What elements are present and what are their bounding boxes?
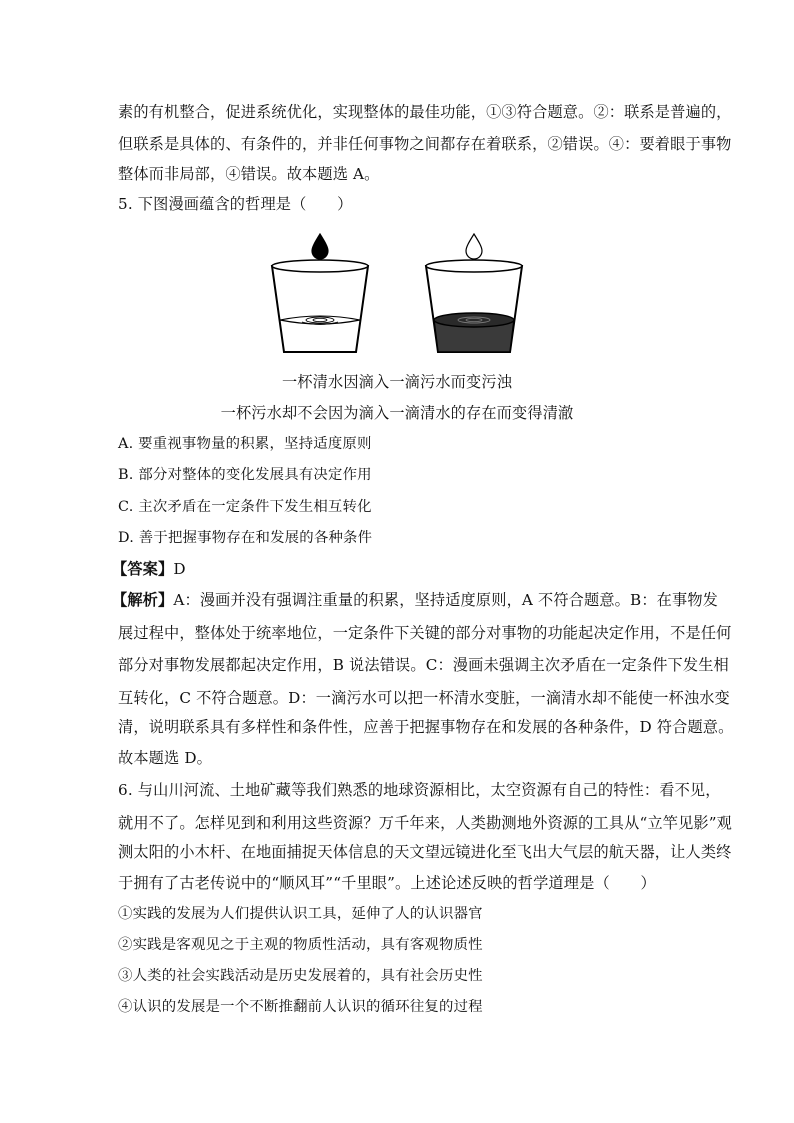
answer-line	[112, 559, 186, 579]
question-6-stem-3: 测太阳的小木杆、在地面捕捉天体信息的天文望远镜进化至飞出大气层的航天器，让人类终	[118, 843, 732, 861]
analysis-line-3: 部分对事物发展都起决定作用，B 说法错误。C：漫画未强调主次矛盾在一定条件下发生相	[118, 656, 729, 674]
answer-value: D	[173, 560, 186, 578]
prev-answer-line-1: 素的有机整合，促进系统优化，实现整体的最佳功能，①③符合题意。②：联系是普遍的，	[118, 103, 732, 121]
prev-answer-line-3: 整体而非局部，④错误。故本题选 A。	[118, 165, 380, 183]
option-b: B. 部分对整体的变化发展具有决定作用	[118, 467, 372, 483]
question-6-stem-4: 于拥有了古老传说中的“顺风耳”“千里眼”。上述论述反映的哲学道理是（ ）	[118, 874, 656, 892]
analysis-tag: 【解析】	[112, 591, 174, 609]
analysis-line-4: 互转化，C 不符合题意。D：一滴污水可以把一杯清水变脏，一滴清水却不能使一杯浊水变	[118, 689, 730, 707]
option-d: D. 善于把握事物存在和发展的各种条件	[118, 530, 373, 546]
option-a: A. 要重视事物量的积累，坚持适度原则	[118, 436, 372, 452]
analysis-line-1	[112, 590, 718, 610]
prev-answer-line-2: 但联系是具体的、有条件的，并非任何事物之间都存在着联系，②错误。④：要着眼于事物	[118, 135, 732, 153]
dirty-drop-icon	[312, 234, 328, 259]
statement-3: ③人类的社会实践活动是历史发展着的，具有社会历史性	[118, 968, 483, 984]
analysis-text: A：漫画并没有强调注重量的积累，坚持适度原则，A 不符合题意。B：在事物发	[173, 591, 719, 609]
cartoon-caption-1: 一杯清水因滴入一滴污水而变污浊	[281, 373, 513, 391]
question-6-stem-1: 6. 与山川河流、土地矿藏等我们熟悉的地球资源相比，太空资源有自己的特性：看不见，	[118, 781, 721, 799]
analysis-line-5: 清，说明联系具有多样性和条件性，应善于把握事物存在和发展的各种条件，D 符合题意。	[118, 718, 734, 736]
water-glass-cartoon	[262, 228, 532, 364]
statement-1: ①实践的发展为人们提供认识工具，延伸了人的认识器官	[118, 906, 483, 922]
clean-drop-icon	[466, 234, 482, 259]
answer-tag: 【答案】	[112, 560, 174, 578]
statement-4: ④认识的发展是一个不断推翻前人认识的循环往复的过程	[118, 999, 483, 1015]
clean-water-glass	[272, 260, 368, 352]
dirty-water-glass	[426, 260, 522, 352]
cartoon-caption-2: 一杯污水却不会因为滴入一滴清水的存在而变得清澈	[220, 404, 574, 422]
question-5-stem: 5. 下图漫画蕴含的哲理是（ ）	[118, 195, 353, 213]
analysis-line-2: 展过程中，整体处于统率地位，一定条件下关键的部分对事物的功能起决定作用，不是任何	[118, 624, 732, 642]
option-c: C. 主次矛盾在一定条件下发生相互转化	[118, 499, 372, 515]
analysis-line-6: 故本题选 D。	[118, 749, 212, 767]
question-6-stem-2: 就用不了。怎样见到和利用这些资源？万千年来，人类勘测地外资源的工具从“立竿见影”观	[118, 814, 732, 832]
statement-2: ②实践是客观见之于主观的物质性活动，具有客观物质性	[118, 937, 483, 953]
